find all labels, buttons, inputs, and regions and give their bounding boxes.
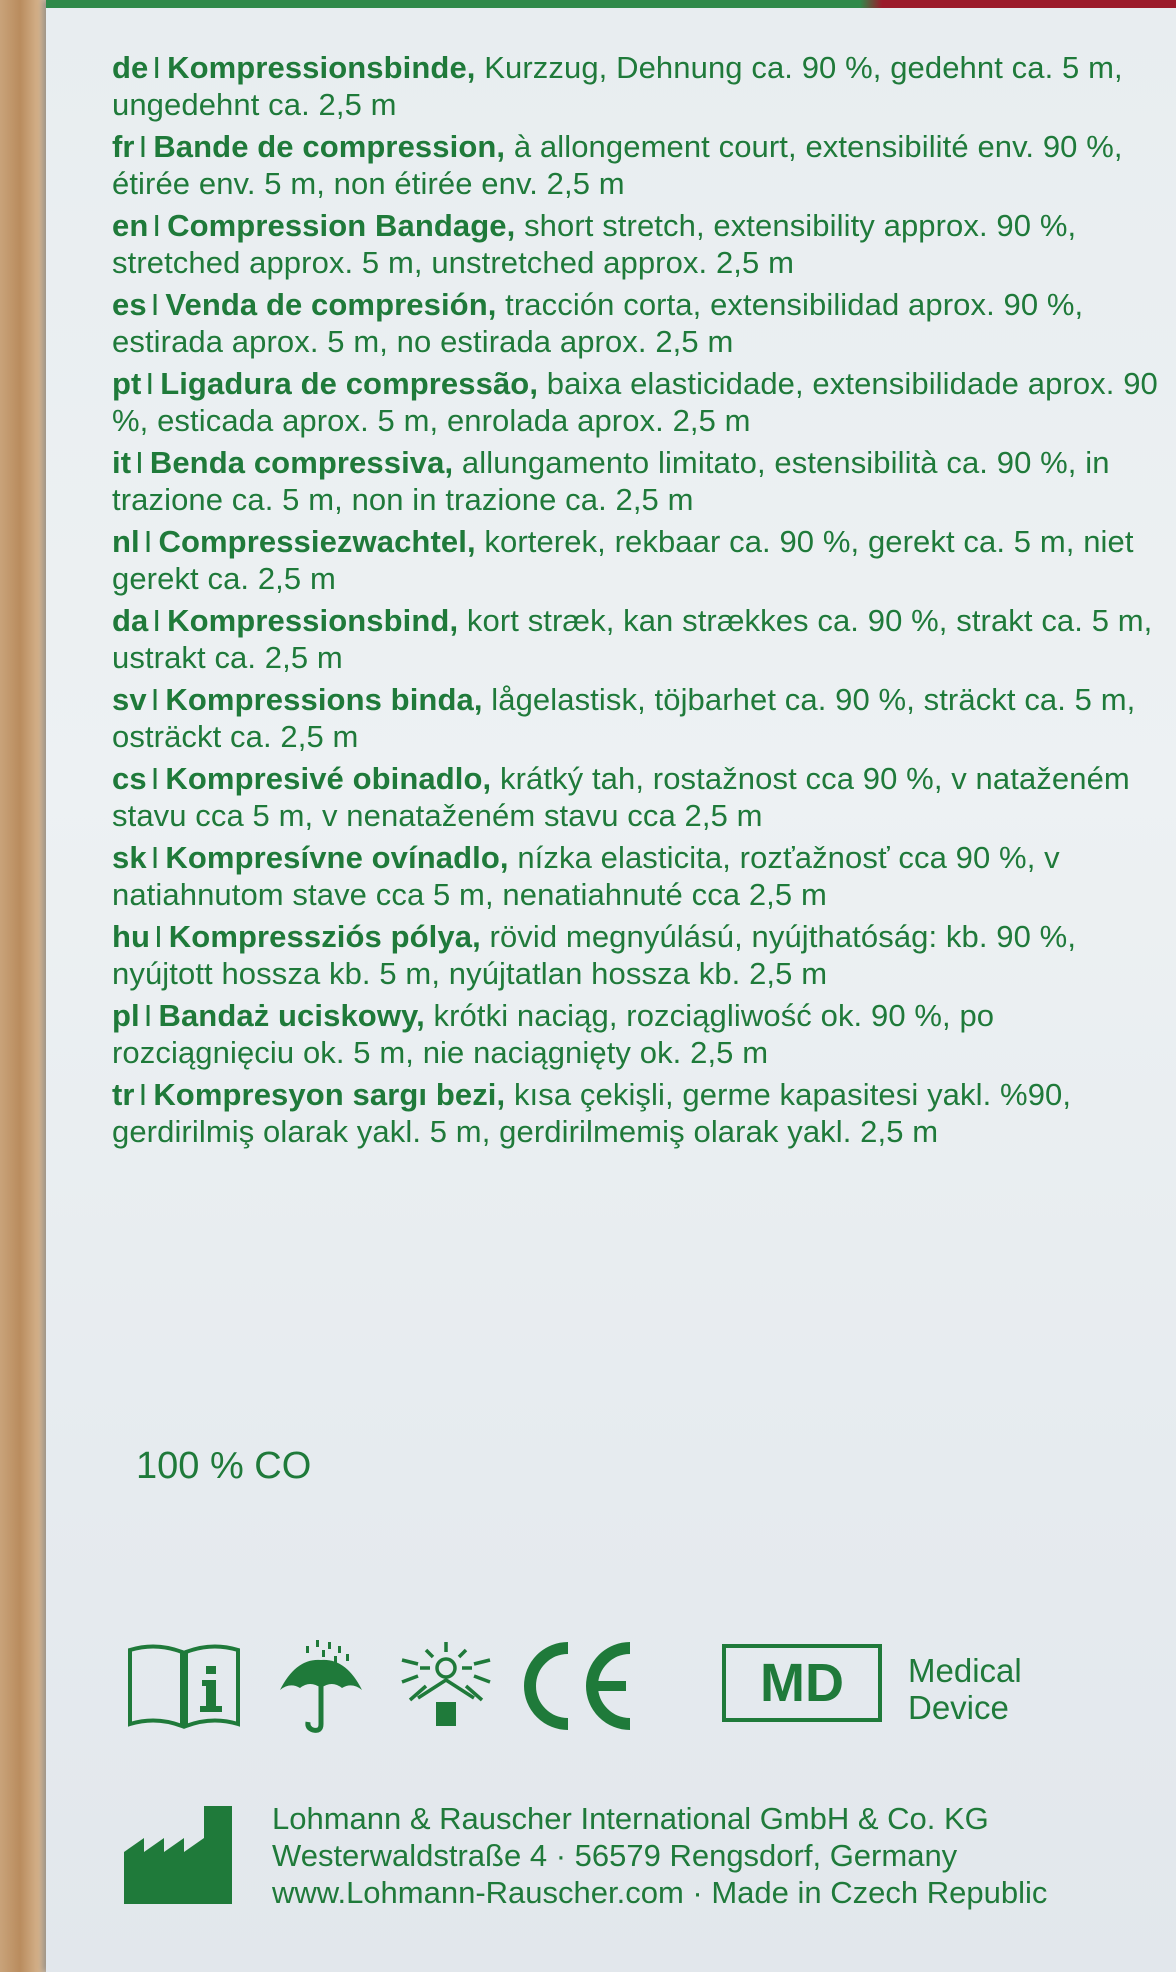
- lang-code: sv: [112, 682, 147, 717]
- separator: I: [154, 919, 163, 954]
- product-description: korterek, rekbaar ca. 90 %, gerekt ca. 5 m, niet gerekt ca. 2,5 m: [112, 524, 1134, 596]
- separator: I: [150, 287, 160, 322]
- product-name: Kompressziós pólya,: [168, 919, 481, 954]
- lang-code: nl: [112, 524, 140, 559]
- instructions-icon: [126, 1640, 242, 1730]
- lang-entry-hu: [112, 919, 1162, 992]
- manufacturer-street: Westerwaldstraße 4 · 56579 Rengsdorf, Germany: [272, 1838, 958, 1873]
- product-name: Compression Bandage,: [167, 208, 516, 243]
- manufacturer-name: Lohmann & Rauscher International GmbH & Co. KG: [272, 1801, 989, 1836]
- product-name: Kompresyon sargı bezi,: [153, 1077, 506, 1112]
- product-description: rövid megnyúlású, nyújthatóság: kb. 90 %, nyújtott hossza kb. 5 m, nyújtatlan hossza kb. 2,5 m: [112, 919, 1077, 991]
- product-description: short stretch, extensibility approx. 90 %, stretched approx. 5 m, unstretched approx. 2,5 m: [112, 208, 1077, 280]
- keep-dry-icon: [276, 1638, 366, 1734]
- lang-code: cs: [112, 761, 147, 796]
- lang-code: pl: [112, 998, 140, 1033]
- product-description: lågelastisk, töjbarhet ca. 90 %, sträckt ca. 5 m, osträckt ca. 2,5 m: [112, 682, 1136, 754]
- lang-entry-sk: [112, 840, 1162, 913]
- separator: I: [143, 998, 153, 1033]
- language-list: [112, 50, 1162, 1156]
- lang-entry-fr: [112, 129, 1162, 202]
- separator: I: [152, 603, 162, 638]
- lang-code: es: [112, 287, 147, 322]
- lang-code: da: [112, 603, 149, 638]
- separator: I: [138, 129, 148, 164]
- product-description: kısa çekişli, germe kapasitesi yakl. %90, gerdirilmiş olarak yakl. 5 m, gerdirilmemiş olarak yakl. 2,5 m: [112, 1077, 1072, 1149]
- lang-entry-it: [112, 445, 1162, 518]
- lang-code: en: [112, 208, 149, 243]
- lang-code: sk: [112, 840, 147, 875]
- lang-entry-tr: [112, 1077, 1162, 1150]
- md-symbol: MD: [722, 1644, 882, 1722]
- separator: I: [150, 682, 160, 717]
- lang-entry-cs: [112, 761, 1162, 834]
- product-name: Venda de compresión,: [165, 287, 497, 322]
- medical-device-line1: Medical: [908, 1652, 1022, 1689]
- lang-code: de: [112, 50, 149, 85]
- lang-entry-pt: [112, 366, 1162, 439]
- lang-entry-da: [112, 603, 1162, 676]
- product-description: krótki naciąg, rozciągliwość ok. 90 %, po rozciągnięciu ok. 5 m, nie naciągnięty ok. 2,5 m: [112, 998, 995, 1070]
- manufacturer-icon: [124, 1800, 234, 1904]
- package-panel: [46, 0, 1176, 1972]
- product-name: Bandaż uciskowy,: [158, 998, 425, 1033]
- product-name: Kompressionsbind,: [167, 603, 459, 638]
- lang-entry-de: [112, 50, 1162, 123]
- product-name: Ligadura de compressão,: [160, 366, 539, 401]
- keep-away-from-sunlight-icon: [396, 1638, 496, 1734]
- ce-mark-icon: [518, 1642, 638, 1730]
- product-description: krátký tah, rostažnost cca 90 %, v nataženém stavu cca 5 m, v nenataženém stavu cca 2,5 m: [112, 761, 1130, 833]
- product-name: Kompresívne ovínadlo,: [165, 840, 509, 875]
- separator: I: [143, 524, 153, 559]
- product-description: à allongement court, extensibilité env. 90 %, étirée env. 5 m, non étirée env. 2,5 m: [112, 129, 1123, 201]
- lang-entry-pl: [112, 998, 1162, 1071]
- product-name: Kompressions binda,: [165, 682, 483, 717]
- lang-entry-en: [112, 208, 1162, 281]
- lang-code: fr: [112, 129, 135, 164]
- lang-entry-es: [112, 287, 1162, 360]
- medical-device-line2: Device: [908, 1689, 1009, 1726]
- separator: I: [152, 208, 162, 243]
- product-description: Kurzzug, Dehnung ca. 90 %, gedehnt ca. 5 m, ungedehnt ca. 2,5 m: [112, 50, 1123, 122]
- separator: I: [150, 840, 160, 875]
- product-name: Bande de compression,: [153, 129, 506, 164]
- material-composition: 100 % CO: [136, 1445, 312, 1487]
- lang-code: it: [112, 445, 132, 480]
- product-description: baixa elasticidade, extensibilidade aprox. 90 %, esticada aprox. 5 m, enrolada aprox. 2,5 m: [112, 366, 1158, 438]
- product-description: allungamento limitato, estensibilità ca. 90 %, in trazione ca. 5 m, non in trazione ca. 2,5 m: [112, 445, 1110, 517]
- product-name: Benda compressiva,: [149, 445, 454, 480]
- medical-device-label: [908, 1652, 1022, 1726]
- lang-code: pt: [112, 366, 142, 401]
- manufacturer-address: [272, 1800, 1047, 1911]
- lang-code: hu: [112, 919, 151, 954]
- product-name: Kompresivé obinadlo,: [165, 761, 492, 796]
- separator: I: [152, 50, 162, 85]
- lang-entry-sv: [112, 682, 1162, 755]
- symbol-row: [126, 1638, 1126, 1734]
- product-description: tracción corta, extensibilidad aprox. 90 %, estirada aprox. 5 m, no estirada aprox. 2,5 m: [112, 287, 1084, 359]
- product-description: nízka elasticita, rozťažnosť cca 90 %, v natiahnutom stave cca 5 m, nenatiahnuté cca 2,5 m: [112, 840, 1060, 912]
- separator: I: [145, 366, 155, 401]
- product-name: Compressiezwachtel,: [158, 524, 476, 559]
- product-name: Kompressionsbinde,: [167, 50, 476, 85]
- top-color-band: [46, 0, 1176, 8]
- separator: I: [138, 1077, 148, 1112]
- product-description: kort stræk, kan strækkes ca. 90 %, strakt ca. 5 m, ustrakt ca. 2,5 m: [112, 603, 1153, 675]
- separator: I: [135, 445, 144, 480]
- manufacturer-website: www.Lohmann-Rauscher.com · Made in Czech Republic: [272, 1875, 1048, 1910]
- separator: I: [150, 761, 160, 796]
- lang-code: tr: [112, 1077, 135, 1112]
- lang-entry-nl: [112, 524, 1162, 597]
